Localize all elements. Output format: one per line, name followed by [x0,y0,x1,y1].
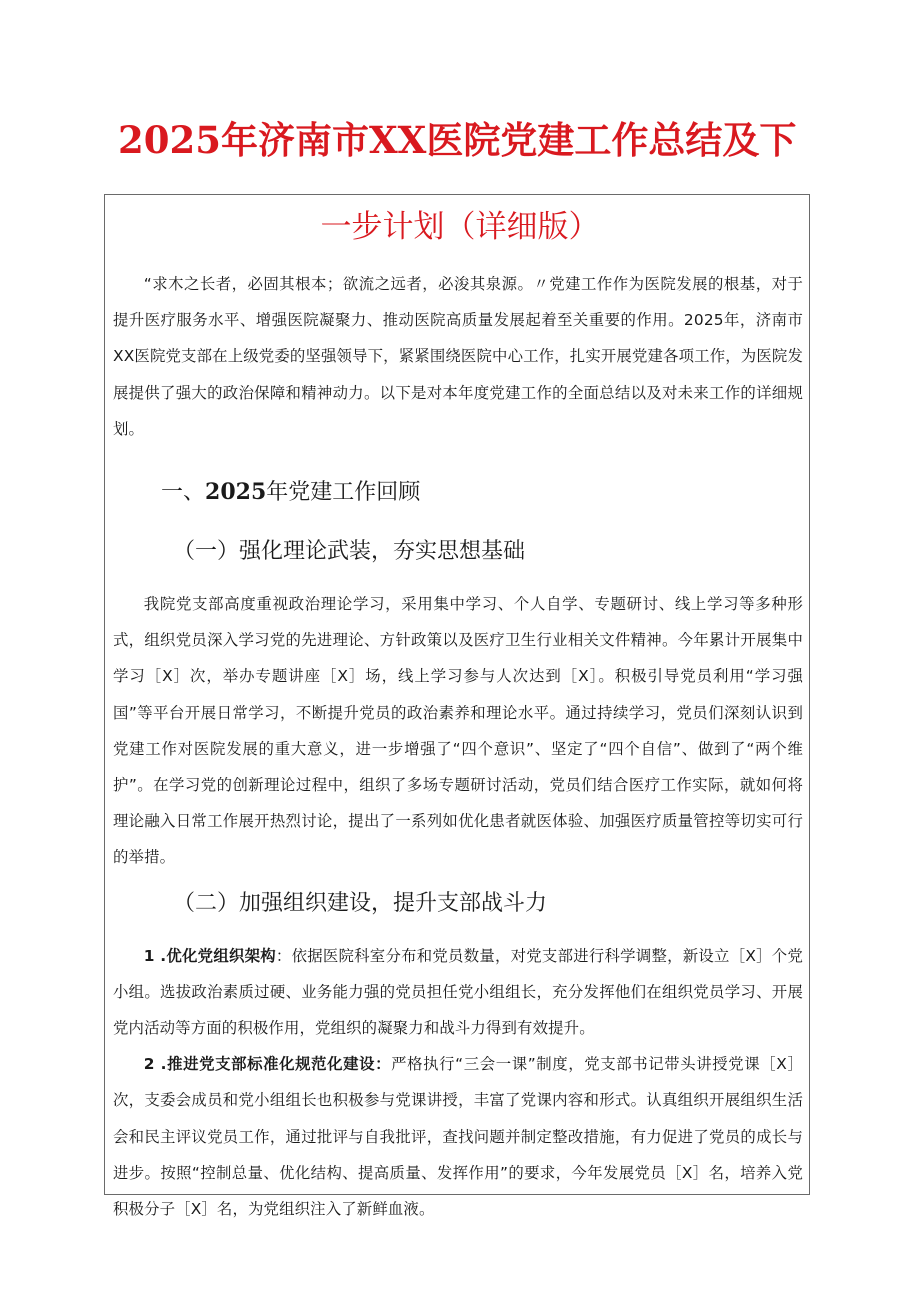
list-item-2-body: 严格执行“三会一课”制度，党支部书记带头讲授党课［X］次，支委会成员和党小组组长也积极参与党课讲授，丰富了党课内容和形式。认真组织开展组织生活会和民主评议党员工作，通过批评与自我批评，查找问题并制定整改措施，有力促进了党员的成长与进步。按照“控制总量、优化结构、提高质量、发挥作用”的要求，今年发展党员［X］名，培养入党积极分子［X］名，为党组织注入了新鲜血液。 [113,1055,803,1219]
subsection-heading-2: （二）加强组织建设，提升支部战斗力 [173,890,548,916]
document-body [113,266,803,1227]
list-item-2-lead: 2 .推进党支部标准化规范化建设： [143,1055,392,1074]
document-subtitle: 一步计划（详细版） [320,209,600,245]
intro-paragraph: “求木之长者，必固其根本；欲流之远者，必浚其泉源。〃党建工作作为医院发展的根基，对于提升医疗服务水平、增强医院凝聚力、推动医院高质量发展起着至关重要的作用。2025年，济南市XX医院党支部在上级党委的坚强领导下，紧紧围绕医院中心工作，扎实开展党建各项工作，为医院发展提供了强大的政治保障和精神动力。以下是对本年度党建工作的全面总结以及对未来工作的详细规划。 [113,275,803,438]
list-item-2 [113,1046,803,1227]
subsection-1-paragraph: 我院党支部高度重视政治理论学习，采用集中学习、个人自学、专题研讨、线上学习等多种形式，组织党员深入学习党的先进理论、方针政策以及医疗卫生行业相关文件精神。今年累计开展集中学习［X］次，举办专题讲座［X］场，线上学习参与人次达到［X］。积极引导党员利用“学习强国”等平台开展日常学习，不断提升党员的政治素养和理论水平。通过持续学习，党员们深刻认识到党建工作对医院发展的重大意义，进一步增强了“四个意识”、坚定了“四个自信”、做到了“两个维护”。在学习党的创新理论过程中，组织了多场专题研讨活动，党员们结合医疗工作实际，就如何将理论融入日常工作展开热烈讨论，提出了一系列如优化患者就医体验、加强医疗质量管控等切实可行的举措。 [113,595,803,867]
list-item-1-lead: 1 .优化党组织架构 [143,946,276,965]
list-item-1 [113,938,803,1047]
list-item-1-body: ：依据医院科室分布和党员数量，对党支部进行科学调整，新设立［X］个党小组。选拔政治素质过硬、业务能力强的党员担任党小组组长，充分发挥他们在组织党员学习、开展党内活动等方面的积极作用，党组织的凝聚力和战斗力得到有效提升。 [113,946,803,1038]
section-heading-text: 年党建工作回顾 [266,480,421,506]
subsection-heading-1: （一）强化理论武装，夯实思想基础 [173,539,526,565]
document-title: 2025年济南市XX医院党建工作总结及下 [118,118,797,162]
section-heading-1 [113,461,803,524]
section-heading-year: 2025 [205,479,267,506]
section-heading-prefix: 一、 [161,480,206,506]
